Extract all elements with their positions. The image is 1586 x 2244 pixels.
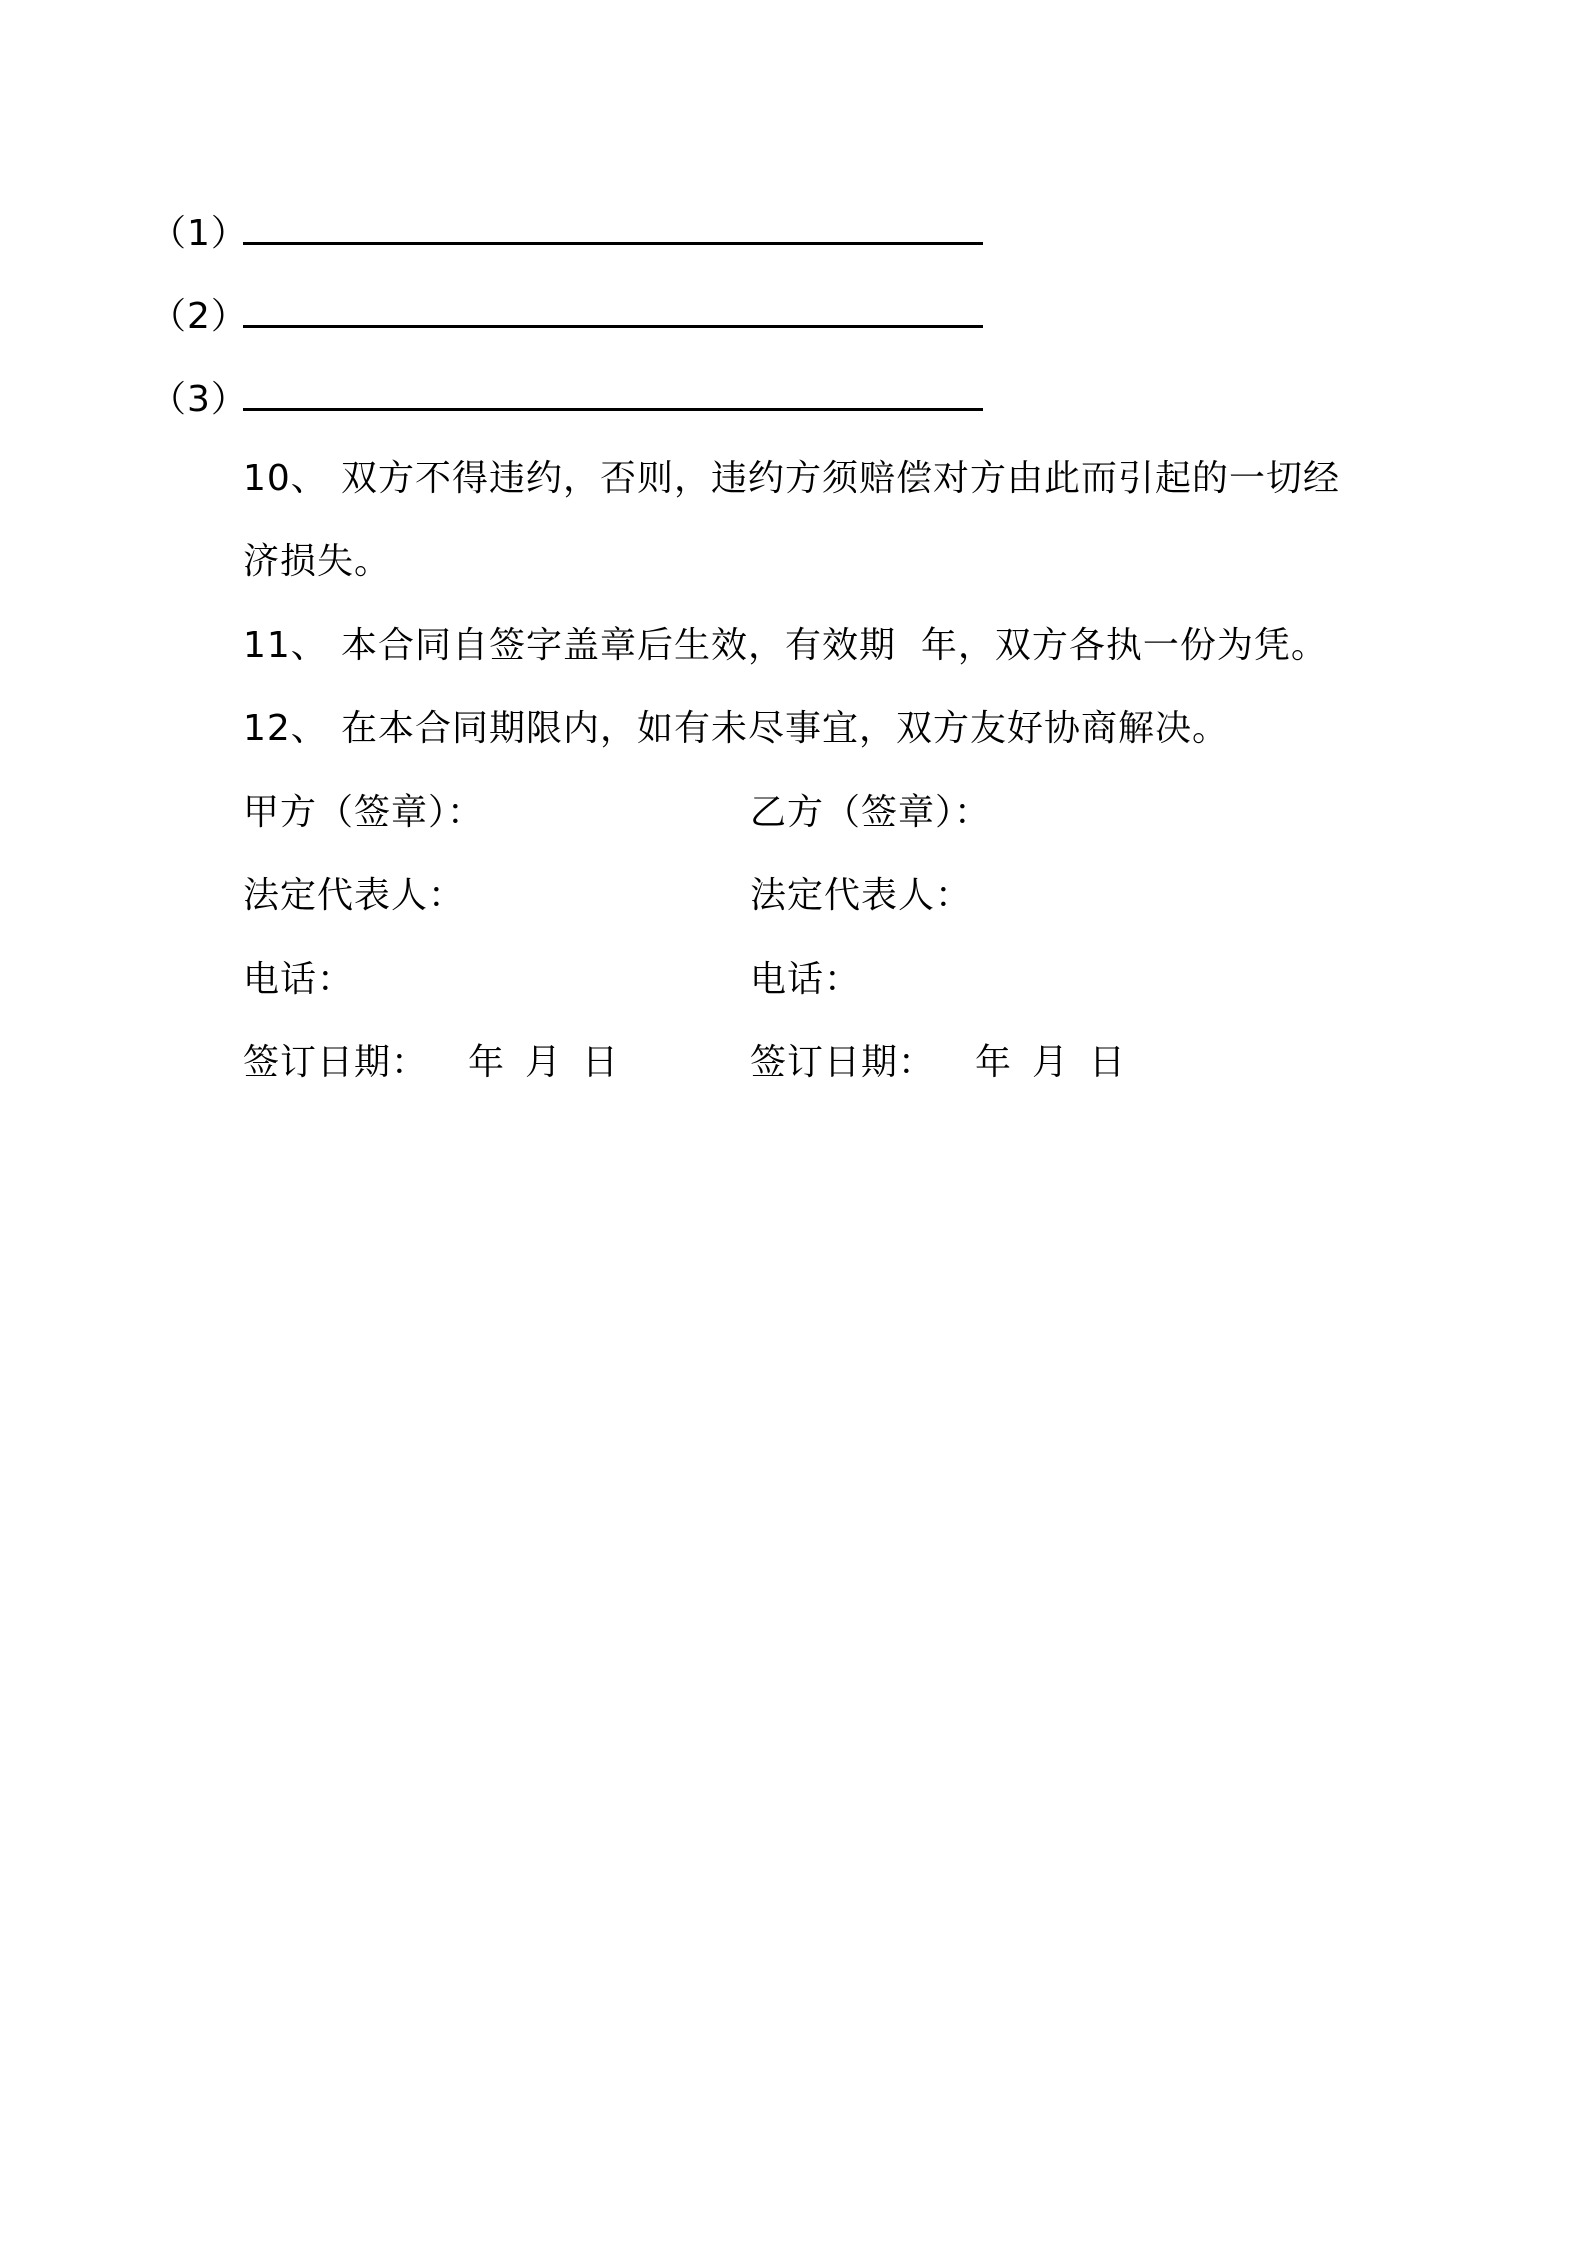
month-label: 月 [1032, 1042, 1070, 1083]
year-label: 年 [975, 1042, 1013, 1083]
clause-number: 12、 [243, 708, 328, 749]
party-b-seal-label: 乙方（签章）： [750, 792, 992, 833]
blank-item-label: （1） [150, 213, 248, 254]
blank-fill-line [243, 295, 983, 328]
blank-item-1 [150, 210, 983, 258]
blank-item-2 [150, 293, 983, 341]
party-b-rep-label: 法定代表人： [750, 875, 973, 916]
blank-item-3 [150, 376, 983, 424]
party-a-phone-label: 电话： [243, 959, 355, 1000]
blank-fill-line [243, 212, 983, 245]
date-label: 签订日期： [750, 1042, 936, 1083]
clause-11 [243, 622, 1328, 670]
clause-number: 11、 [243, 625, 328, 666]
clause-text: 本合同自签字盖章后生效，有效期 年，双方各执一份为凭。 [341, 625, 1328, 666]
clause-text: 在本合同期限内，如有未尽事宜，双方友好协商解决。 [341, 708, 1230, 749]
blank-item-label: （3） [150, 379, 248, 420]
party-a-date [243, 1039, 619, 1087]
blank-fill-line [243, 378, 983, 411]
party-b-date [750, 1039, 1126, 1087]
clause-number: 10、 [243, 458, 328, 499]
clause-10 [243, 455, 1340, 503]
clause-text: 双方不得违约，否则，违约方须赔偿对方由此而引起的一切经 [341, 458, 1341, 499]
clause-text: 济损失。 [243, 541, 392, 582]
clause-10-continued [243, 538, 391, 586]
day-label: 日 [582, 1042, 620, 1083]
party-a-seal-label: 甲方（签章）： [243, 792, 485, 833]
blank-item-label: （2） [150, 296, 248, 337]
party-a-rep-label: 法定代表人： [243, 875, 466, 916]
party-b-phone-label: 电话： [750, 959, 862, 1000]
date-label: 签订日期： [243, 1042, 429, 1083]
clause-12 [243, 705, 1229, 753]
day-label: 日 [1089, 1042, 1127, 1083]
month-label: 月 [525, 1042, 563, 1083]
year-label: 年 [468, 1042, 506, 1083]
